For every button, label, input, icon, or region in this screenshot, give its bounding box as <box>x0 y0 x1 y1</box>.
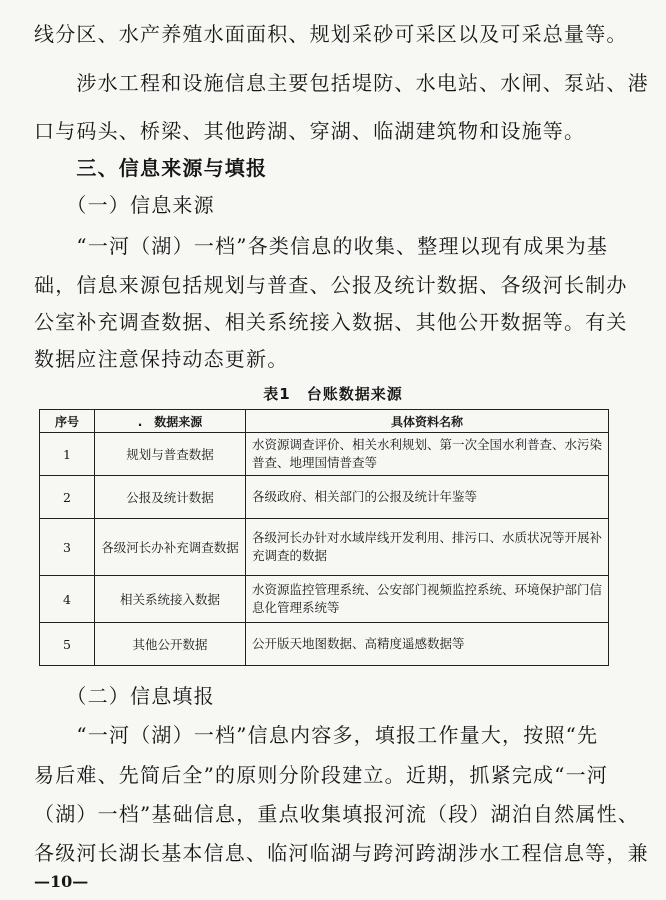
row-materials: 各级河长办针对水域岸线开发利用、排污口、水质状况等开展补充调查的数据 <box>246 519 609 576</box>
paragraph-line: 涉水工程和设施信息主要包括堤防、水电站、水闸、泵站、港 <box>34 71 649 95</box>
paragraph-line: 公室补充调查数据、相关系统接入数据、其他公开数据等。有关 <box>34 310 628 334</box>
table-row <box>40 519 609 576</box>
row-index: 4 <box>40 576 95 623</box>
row-materials: 公开版天地图数据、高精度遥感数据等 <box>246 623 609 666</box>
paragraph-line: 础，信息来源包括规划与普查、公报及统计数据、各级河长制办 <box>34 273 628 297</box>
paragraph-line: （湖）一档”基础信息，重点收集填报河流（段）湖泊自然属性、 <box>34 802 640 826</box>
paragraph-line: “一河（湖）一档”各类信息的收集、整理以现有成果为基 <box>34 234 609 258</box>
row-index: 3 <box>40 519 95 576</box>
table-header-row <box>40 410 609 433</box>
paragraph-line: 数据应注意保持动态更新。 <box>34 347 289 371</box>
row-materials: 水资源监控管理系统、公安部门视频监控系统、环境保护部门信息化管理系统等 <box>246 576 609 623</box>
table-row <box>40 476 609 519</box>
row-source: 各级河长办补充调查数据 <box>95 519 246 576</box>
table-row <box>40 433 609 476</box>
column-header-index: 序号 <box>40 410 95 433</box>
paragraph-line: 易后难、先简后全”的原则分阶段建立。近期，抓紧完成“一河 <box>34 763 609 787</box>
row-source: 规划与普查数据 <box>95 433 246 476</box>
row-materials: 各级政府、相关部门的公报及统计年鉴等 <box>246 476 609 519</box>
table-row <box>40 623 609 666</box>
row-source: 其他公开数据 <box>95 623 246 666</box>
table-title: 表1 台账数据来源 <box>263 385 403 403</box>
sub-heading-sources: （一）信息来源 <box>34 193 215 217</box>
column-header-source: . 数据来源 <box>95 410 246 433</box>
row-materials: 水资源调查评价、相关水利规划、第一次全国水利普查、水污染普查、地理国情普查等 <box>246 433 609 476</box>
sub-heading-reporting: （二）信息填报 <box>34 684 215 708</box>
paragraph-line: 各级河长湖长基本信息、临河临湖与跨河跨湖涉水工程信息等，兼 <box>34 841 649 865</box>
column-header-materials: 具体资料名称 <box>246 410 609 433</box>
table-row <box>40 576 609 623</box>
row-source: 相关系统接入数据 <box>95 576 246 623</box>
paragraph-line: 口与码头、桥梁、其他跨湖、穿湖、临湖建筑物和设施等。 <box>34 119 586 143</box>
row-index: 1 <box>40 433 95 476</box>
row-index: 5 <box>40 623 95 666</box>
page-number: —10— <box>34 872 89 891</box>
data-source-table <box>39 409 609 666</box>
row-source: 公报及统计数据 <box>95 476 246 519</box>
paragraph-line: 线分区、水产养殖水面面积、规划采砂可采区以及可采总量等。 <box>34 22 628 46</box>
row-index: 2 <box>40 476 95 519</box>
paragraph-line: “一河（湖）一档”信息内容多，填报工作量大，按照“先 <box>34 723 599 747</box>
section-heading: 三、信息来源与填报 <box>34 156 268 180</box>
